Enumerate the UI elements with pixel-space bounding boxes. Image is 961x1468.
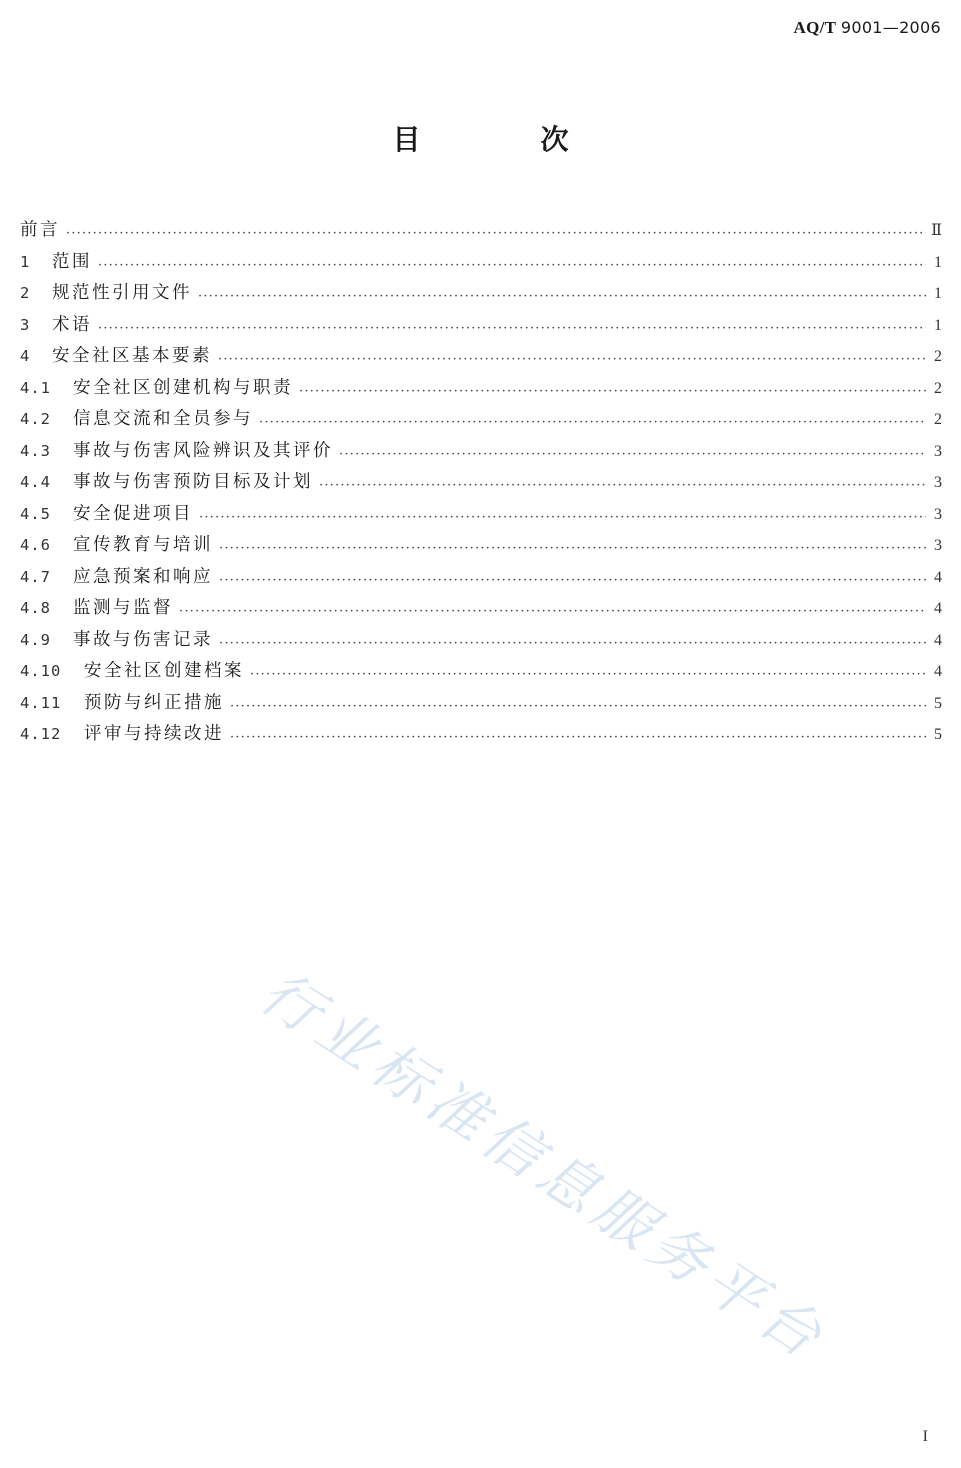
dot-leader	[339, 443, 926, 462]
toc-entry-number: 4.10	[20, 662, 62, 680]
toc-entry-4-12[interactable]	[20, 720, 942, 752]
toc-entry-number: 1	[20, 252, 31, 271]
toc-entry-title: 范围	[52, 251, 92, 272]
toc-entry-page: Ⅱ	[931, 222, 942, 239]
toc-entry-4-7[interactable]	[20, 563, 942, 595]
dot-leader	[219, 632, 926, 651]
watermark: 行业标准信息服务平台	[248, 957, 840, 1375]
toc-entry-3[interactable]	[20, 311, 942, 343]
toc-entry-title: 规范性引用文件	[52, 283, 192, 303]
toc-entry-page: 3	[934, 442, 942, 460]
toc-entry-4-4[interactable]	[20, 468, 942, 500]
toc-entry-number: 4.3	[20, 441, 51, 460]
toc-entry-foreword[interactable]	[20, 216, 942, 248]
toc-entry-2[interactable]	[20, 279, 942, 311]
toc-entry-number: 4.4	[20, 473, 51, 491]
toc-entry-title: 事故与伤害预防目标及计划	[73, 472, 313, 492]
toc-entry-page: 2	[934, 379, 942, 397]
standard-code	[794, 18, 941, 38]
toc-entry-page: 4	[934, 663, 942, 680]
toc-entry-page: 5	[934, 694, 942, 712]
dot-leader	[250, 663, 926, 682]
toc-entry-page: 3	[934, 474, 942, 491]
toc-entry-number: 4.1	[20, 378, 51, 397]
toc-entry-title: 监测与监督	[73, 598, 173, 618]
toc-entry-title: 事故与伤害记录	[73, 629, 213, 650]
toc-entry-title: 事故与伤害风险辨识及其评价	[73, 440, 333, 461]
toc-entry-title: 评审与持续改进	[84, 724, 224, 744]
toc-entry-4-5[interactable]	[20, 500, 942, 532]
toc-entry-page: 5	[934, 726, 942, 743]
toc-entry-1[interactable]	[20, 248, 942, 280]
toc-entry-title: 安全促进项目	[73, 503, 193, 524]
toc-entry-number: 2	[20, 284, 31, 302]
dot-leader	[319, 474, 926, 493]
table-of-contents	[20, 216, 942, 752]
dot-leader	[98, 254, 926, 273]
dot-leader	[219, 569, 926, 588]
toc-entry-number: 4.8	[20, 599, 51, 617]
dot-leader	[299, 380, 926, 399]
dot-leader	[259, 411, 926, 430]
toc-entry-page: 4	[934, 568, 942, 586]
toc-entry-4-8[interactable]	[20, 594, 942, 626]
toc-entry-4-3[interactable]	[20, 437, 942, 469]
toc-entry-4-6[interactable]	[20, 531, 942, 563]
toc-entry-page: 4	[934, 600, 942, 617]
toc-entry-title: 预防与纠正措施	[84, 692, 224, 713]
toc-entry-number: 4.6	[20, 536, 51, 554]
toc-entry-4-2[interactable]	[20, 405, 942, 437]
toc-entry-number: 4	[20, 347, 31, 365]
toc-entry-number: 4.5	[20, 504, 51, 523]
dot-leader	[218, 348, 926, 367]
toc-entry-page: 2	[934, 411, 942, 428]
toc-entry-title: 前言	[20, 220, 60, 240]
toc-entry-title: 安全社区创建档案	[84, 661, 244, 681]
toc-entry-page: 3	[934, 537, 942, 554]
toc-entry-4-11[interactable]	[20, 689, 942, 721]
toc-entry-4-1[interactable]	[20, 374, 942, 406]
dot-leader	[198, 285, 926, 304]
toc-entry-title: 安全社区创建机构与职责	[73, 377, 293, 398]
toc-entry-page: 2	[934, 348, 942, 365]
toc-entry-page: 1	[934, 316, 942, 334]
dot-leader	[230, 726, 926, 745]
toc-entry-title: 安全社区基本要素	[52, 346, 212, 366]
dot-leader	[98, 317, 926, 336]
toc-entry-number: 4.2	[20, 410, 51, 428]
dot-leader	[66, 222, 926, 241]
toc-entry-title: 术语	[52, 314, 92, 335]
dot-leader	[199, 506, 926, 525]
toc-entry-page: 1	[934, 285, 942, 302]
toc-entry-page: 1	[934, 253, 942, 271]
toc-entry-page: 4	[934, 631, 942, 649]
toc-entry-number: 4.9	[20, 630, 51, 649]
toc-entry-4[interactable]	[20, 342, 942, 374]
toc-entry-4-9[interactable]	[20, 626, 942, 658]
toc-entry-page: 3	[934, 505, 942, 523]
toc-entry-title: 应急预案和响应	[73, 566, 213, 587]
page-number: I	[922, 1428, 928, 1445]
toc-entry-number: 4.12	[20, 725, 62, 743]
dot-leader	[179, 600, 926, 619]
toc-entry-title: 信息交流和全员参与	[73, 409, 253, 429]
toc-entry-number: 4.11	[20, 693, 62, 712]
toc-entry-4-10[interactable]	[20, 657, 942, 689]
standard-code-prefix: AQ/T	[793, 18, 837, 37]
dot-leader	[230, 695, 926, 714]
toc-entry-number: 4.7	[20, 567, 51, 586]
standard-code-number: 9001—2006	[840, 18, 941, 37]
page-title: 目 次	[392, 123, 615, 156]
toc-entry-title: 宣传教育与培训	[73, 535, 213, 555]
toc-entry-number: 3	[20, 315, 31, 334]
dot-leader	[219, 537, 926, 556]
